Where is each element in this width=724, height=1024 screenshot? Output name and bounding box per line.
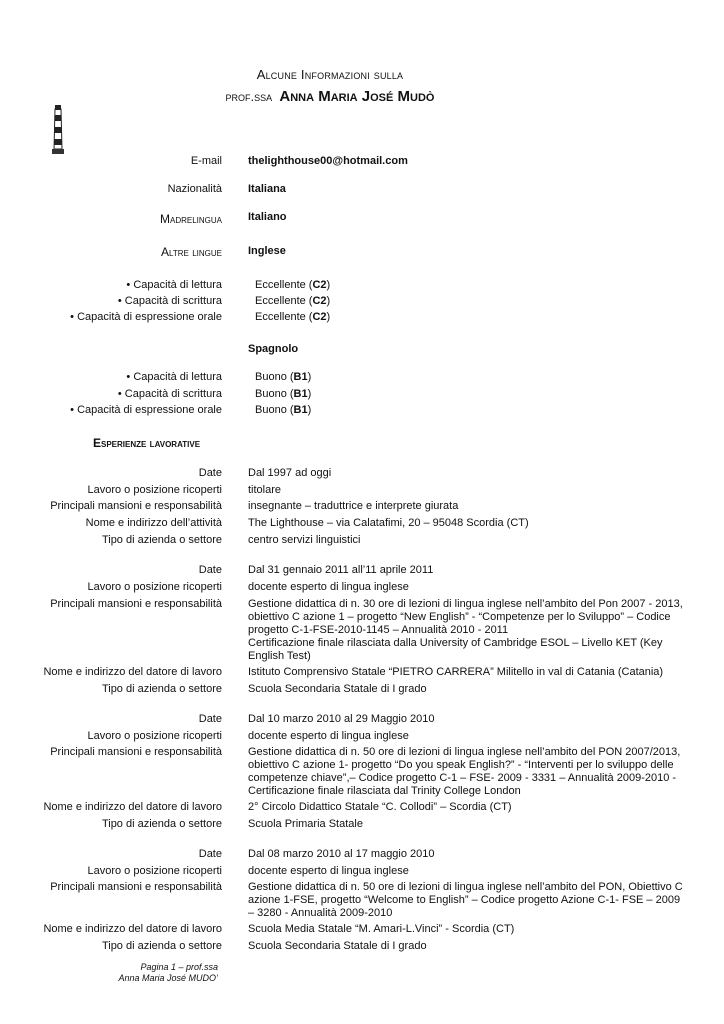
skill-label: • Capacità di scrittura	[117, 388, 222, 400]
nationality-label: Nazionalità	[167, 183, 222, 195]
exp-label: Date	[198, 467, 222, 479]
skill-label: • Capacità di lettura	[126, 371, 222, 383]
page-footer	[118, 962, 218, 984]
skill-level: Eccellente (C2)	[255, 311, 331, 323]
exp-value: Dal 1997 ad oggi	[248, 467, 332, 479]
exp-label: Principali mansioni e responsabilità	[50, 881, 222, 893]
exp-label: Date	[198, 848, 222, 860]
exp-label: Lavoro o posizione ricoperti	[87, 484, 222, 496]
skill-level: Buono (B1)	[255, 371, 312, 383]
exp-label: Nome e indirizzo del datore di lavoro	[43, 923, 222, 935]
exp-value: Gestione didattica di n. 50 ore di lezioni di lingua inglese nell’ambito del PON, Obiettivo C azione 1-FSE, progetto “Welcome to English” – Codice progetto Azione C-1- FSE – 2009 – 3280 - Annualità 2009-2010	[248, 881, 683, 919]
exp-label: Lavoro o posizione ricoperti	[87, 865, 222, 877]
email-label: E-mail	[190, 155, 222, 167]
doc-title-line1: Alcune Informazioni sulla	[256, 67, 404, 82]
exp-value: Dal 10 marzo 2010 al 29 Maggio 2010	[248, 713, 435, 725]
exp-value: Scuola Media Statale “M. Amari-L.Vinci” - Scordia (CT)	[248, 923, 515, 935]
language-name: Spagnolo	[248, 343, 299, 355]
exp-value: Istituto Comprensivo Statale “PIETRO CARRERA” Militello in val di Catania (Catania)	[248, 666, 664, 678]
exp-label: Date	[198, 564, 222, 576]
exp-label: Nome e indirizzo del datore di lavoro	[43, 666, 222, 678]
exp-value: insegnante – traduttrice e interprete giurata	[248, 500, 459, 512]
exp-value: docente esperto di lingua inglese	[248, 865, 409, 877]
language-name: Inglese	[248, 245, 286, 257]
nationality-value: Italiana	[248, 183, 286, 195]
exp-label: Nome e indirizzo dell’attività	[85, 517, 222, 529]
exp-value: Scuola Secondaria Statale di I grado	[248, 940, 427, 952]
exp-label: Nome e indirizzo del datore di lavoro	[43, 801, 222, 813]
skill-level: Eccellente (C2)	[255, 295, 331, 307]
mother-tongue-value: Italiano	[248, 211, 287, 223]
exp-value: Scuola Primaria Statale	[248, 818, 363, 830]
doc-title-line2	[0, 88, 660, 105]
other-langs-label: Altre lingue	[161, 245, 222, 259]
exp-label: Tipo di azienda o settore	[101, 683, 222, 695]
skill-label: • Capacità di scrittura	[117, 295, 222, 307]
exp-label: Principali mansioni e responsabilità	[50, 598, 222, 610]
exp-label: Principali mansioni e responsabilità	[50, 500, 222, 512]
skill-level: Eccellente (C2)	[255, 279, 331, 291]
exp-value: Scuola Secondaria Statale di I grado	[248, 683, 427, 695]
footer-line2: Anna Maria José MUDO’	[118, 973, 218, 983]
exp-label: Tipo di azienda o settore	[101, 940, 222, 952]
skill-label: • Capacità di lettura	[126, 279, 222, 291]
skill-level: Buono (B1)	[255, 388, 312, 400]
exp-value: Gestione didattica di n. 50 ore di lezioni di lingua inglese nell’ambito del PON 2007/2013, obiettivo C azione 1- progetto “Do you speak English?” - “Interventi per lo sviluppo delle competenze chiave”,– Codice progetto C-1 – FSE- 2009 - 3331 – Annualità 2009-2010 - Certificazione finale rilasciata dal Trinity College London	[248, 746, 681, 797]
exp-value: 2° Circolo Didattico Statale “C. Collodi” – Scordia (CT)	[248, 801, 512, 813]
footer-line1: Pagina 1 – prof.ssa	[140, 962, 218, 972]
exp-value: titolare	[248, 484, 282, 496]
exp-label: Tipo di azienda o settore	[101, 534, 222, 546]
exp-value: centro servizi linguistici	[248, 534, 361, 546]
section-heading-experience: Esperienze lavorative	[93, 436, 201, 450]
exp-value: The Lighthouse – via Calatafimi, 20 – 95048 Scordia (CT)	[248, 517, 529, 529]
exp-value: Dal 31 gennaio 2011 all’11 aprile 2011	[248, 564, 434, 576]
exp-label: Lavoro o posizione ricoperti	[87, 581, 222, 593]
title-prefix: prof.ssa	[225, 89, 273, 104]
exp-value: Dal 08 marzo 2010 al 17 maggio 2010	[248, 848, 435, 860]
exp-label: Date	[198, 713, 222, 725]
exp-label: Lavoro o posizione ricoperti	[87, 730, 222, 742]
skill-label: • Capacità di espressione orale	[70, 404, 222, 416]
exp-value: docente esperto di lingua inglese	[248, 581, 409, 593]
email-value: thelighthouse00@hotmail.com	[248, 155, 408, 167]
mother-tongue-label: Madrelingua	[159, 212, 222, 226]
exp-label: Tipo di azienda o settore	[101, 818, 222, 830]
exp-value: docente esperto di lingua inglese	[248, 730, 409, 742]
lighthouse-icon	[50, 105, 66, 155]
title-name: Anna Maria José Mudò	[279, 88, 435, 105]
skill-label: • Capacità di espressione orale	[70, 311, 222, 323]
exp-label: Principali mansioni e responsabilità	[50, 746, 222, 758]
exp-value: Gestione didattica di n. 30 ore di lezioni di lingua inglese nell’ambito del Pon 2007 - 2013, obiettivo C azione 1 – progetto “New English” - “Competenze per lo Sviluppo” – Codice progetto C-1-FSE-2010-1145 – Annualità 2010 - 2011 Certificazione finale rilasciata dalla University of Cambridge ESOL – Livello KET (Key English Test)	[248, 598, 683, 662]
skill-level: Buono (B1)	[255, 404, 312, 416]
